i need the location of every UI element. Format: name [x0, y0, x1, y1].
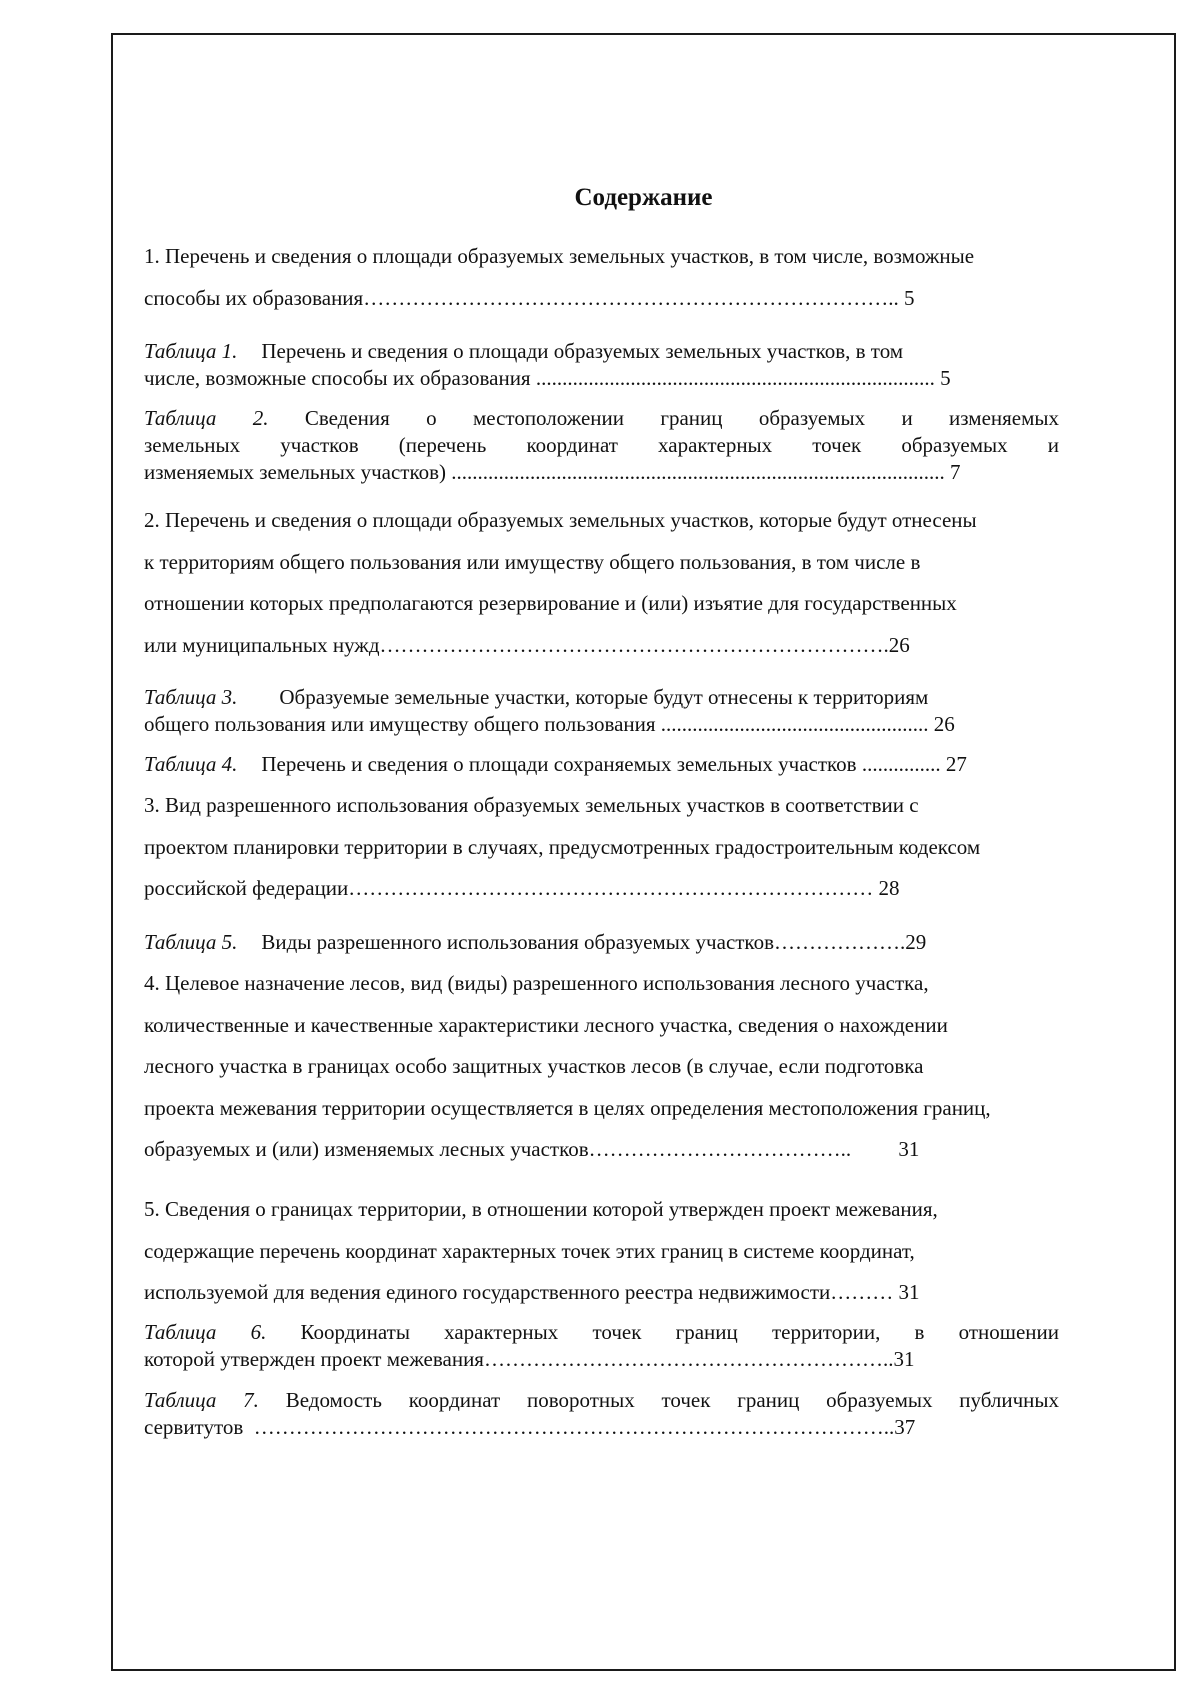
table-label: Таблица 2. — [144, 406, 269, 430]
toc-line: российской федерации………………………………………………………………… 28 — [144, 876, 900, 900]
toc-line: изменяемых земельных участков) .............................................................................................. 7 — [144, 460, 961, 484]
toc-line: Перечень и сведения о площади образуемых земельных участков, в том — [261, 339, 904, 363]
toc-section-2[interactable] — [144, 500, 977, 666]
page-title: Содержание — [574, 184, 713, 211]
toc-line: которой утвержден проект межевания…………………………………………………..31 — [144, 1347, 915, 1371]
toc-line: Сведения о местоположении границ образуемых и изменяемых — [304, 406, 1060, 430]
toc-section-4[interactable] — [144, 963, 991, 1171]
toc-section-3[interactable] — [144, 785, 980, 910]
toc-line: содержащие перечень координат характерных точек этих границ в системе координат, — [144, 1238, 915, 1263]
toc-table-1[interactable] — [144, 338, 951, 392]
table-label: Таблица 4. — [144, 752, 238, 776]
toc-line: отношении которых предполагаются резервирование и (или) изъятие для государственных — [144, 591, 957, 615]
toc-line: Виды разрешенного использования образуемых участков……………….29 — [261, 930, 927, 954]
toc-line: проектом планировки территории в случаях, предусмотренных градостроительным кодексом — [144, 834, 981, 859]
toc-line: количественные и качественные характеристики лесного участка, сведения о нахождении — [144, 1012, 948, 1037]
toc-line: числе, возможные способы их образования ............................................................................ 5 — [144, 366, 951, 390]
toc-line: используемой для ведения единого государственного реестра недвижимости……… 31 — [144, 1280, 920, 1304]
table-label: Таблица 6. — [144, 1320, 267, 1344]
toc-line: проекта межевания территории осуществляется в целях определения местоположения границ, — [144, 1095, 991, 1120]
toc-line: 3. Вид разрешенного использования образуемых земельных участков в соответствии с — [144, 793, 919, 817]
toc-line: или муниципальных нужд……………………………………………………………….26 — [144, 632, 910, 657]
toc-line: к территориям общего пользования или имуществу общего пользования, в том числе в — [144, 549, 921, 574]
table-label: Таблица 1. — [144, 339, 238, 363]
table-label: Таблица 3. — [144, 685, 238, 709]
toc-line: сервитутов ………………………………………………………………………………..37 — [144, 1415, 916, 1439]
table-label: Таблица 5. — [144, 930, 238, 954]
toc-table-2[interactable] — [144, 405, 1059, 486]
toc-table-4[interactable] — [144, 751, 967, 778]
toc-line: 5. Сведения о границах территории, в отношении которой утвержден проект межевания, — [144, 1197, 938, 1221]
toc-line: общего пользования или имуществу общего пользования ................................................... 26 — [144, 712, 955, 736]
toc-line: земельных участков (перечень координат характерных точек образуемых и — [144, 433, 1059, 457]
toc-line: 4. Целевое назначение лесов, вид (виды) разрешенного использования лесного участка, — [144, 971, 929, 995]
toc-table-6[interactable] — [144, 1319, 1059, 1373]
toc-line: лесного участка в границах особо защитных участков лесов (в случае, если подготовка — [144, 1054, 924, 1078]
toc-line: Образуемые земельные участки, которые будут отнесены к территориям — [279, 685, 929, 709]
toc-line: Ведомость координат поворотных точек границ образуемых публичных — [285, 1388, 1060, 1412]
toc-line: 1. Перечень и сведения о площади образуемых земельных участков, в том числе, возможные — [144, 244, 975, 268]
toc-table-3[interactable] — [144, 684, 955, 738]
toc-table-5[interactable] — [144, 929, 926, 956]
toc-table-7[interactable] — [144, 1387, 1059, 1441]
toc-line: Перечень и сведения о площади сохраняемых земельных участков ............... 27 — [261, 752, 967, 776]
toc-line: способы их образования………………………………………………………………….. 5 — [144, 285, 915, 310]
toc-line: образуемых и (или) изменяемых лесных участков……………………………….. 31 — [144, 1137, 920, 1161]
toc-line: Координаты характерных точек границ территории, в отношении — [300, 1320, 1059, 1344]
toc-section-1[interactable] — [144, 236, 974, 319]
toc-section-5[interactable] — [144, 1189, 938, 1314]
table-label: Таблица 7. — [144, 1388, 259, 1412]
toc-line: 2. Перечень и сведения о площади образуемых земельных участков, которые будут отнесены — [144, 508, 977, 532]
